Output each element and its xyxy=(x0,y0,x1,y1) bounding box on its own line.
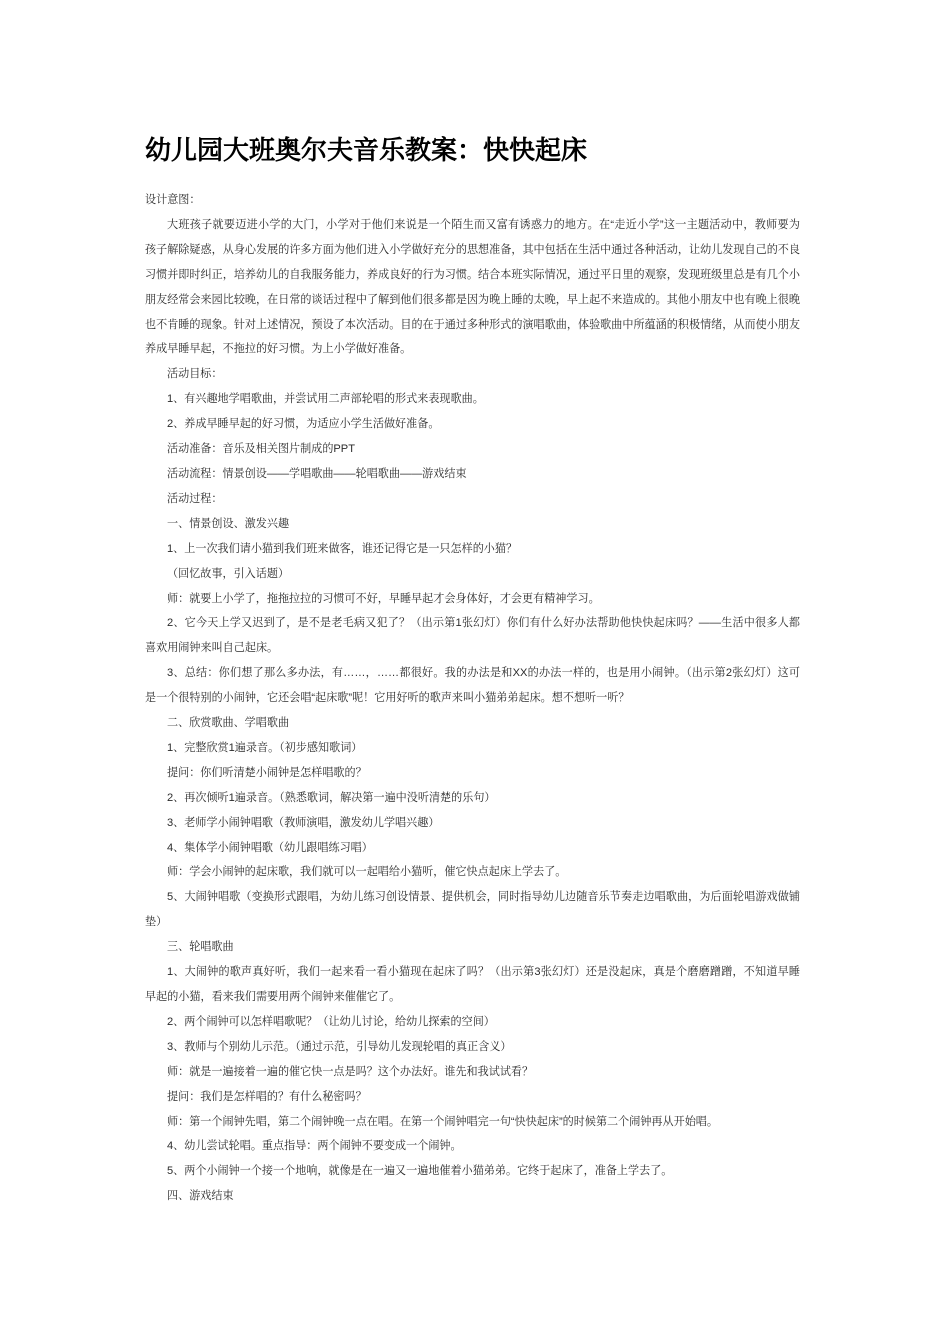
section-heading-2 xyxy=(145,711,800,736)
step-item xyxy=(145,1134,800,1159)
step-item xyxy=(145,885,800,935)
goal-item-1 xyxy=(145,387,800,412)
section-heading-1 xyxy=(145,512,800,537)
text-line: 活动流程：情景创设——学唱歌曲——轮唱歌曲——游戏结束 xyxy=(167,467,467,480)
step-item xyxy=(145,1159,800,1184)
text-line: 2、养成早睡早起的好习惯，为适应小学生活做好准备。 xyxy=(167,418,440,431)
text-line: 2、再次倾听1遍录音。（熟悉歌词，解决第一遍中没听清楚的乐句） xyxy=(167,791,496,804)
step-item xyxy=(145,1010,800,1035)
text-line: 养成早睡早起，不拖拉的好习惯。为上小学做好准备。 xyxy=(145,343,412,356)
step-item xyxy=(145,786,800,811)
text-line: 3、老师学小闹钟唱歌（教师演唱，激发幼儿学唱兴趣） xyxy=(167,816,440,829)
text-line: 活动目标： xyxy=(167,368,223,381)
text-line: 提问：你们听清楚小闹钟是怎样唱歌的？ xyxy=(167,766,367,779)
step-item xyxy=(145,811,800,836)
preparation-line xyxy=(145,437,800,462)
design-intent-label xyxy=(145,188,800,213)
process-label xyxy=(145,487,800,512)
text-line: 1、有兴趣地学唱歌曲，并尝试用二声部轮唱的形式来表现歌曲。 xyxy=(167,393,484,406)
text-line: 4、集体学小闹钟唱歌（幼儿跟唱练习唱） xyxy=(167,841,373,854)
text-line: 师：第一个闹钟先唱，第二个闹钟晚一点在唱。在第一个闹钟唱完一句“快快起床”的时候第二个闹钟再从开始唱。 xyxy=(167,1115,718,1128)
step-note xyxy=(145,562,800,587)
text-line: 习惯并即时纠正，培养幼儿的自我服务能力，养成良好的行为习惯。结合本班实际情况，通过平日里的观察，发现班级里总是有几个小 xyxy=(145,268,800,281)
text-line: 2、两个闹钟可以怎样唱歌呢？（让幼儿讨论，给幼儿探索的空间） xyxy=(167,1015,495,1028)
step-item xyxy=(145,736,800,761)
text-line: 师：学会小闹钟的起床歌，我们就可以一起唱给小猫听，催它快点起床上学去了。 xyxy=(167,866,567,879)
section-heading-4 xyxy=(145,1184,800,1209)
step-item xyxy=(145,960,800,1010)
text-line: 4、幼儿尝试轮唱。重点指导：两个闹钟不要变成一个闹钟。 xyxy=(167,1140,462,1153)
text-line: 是一个很特别的小闹钟，它还会唱“起床歌”呢！它用好听的歌声来叫小猫弟弟起床。想不想听一听？ xyxy=(145,692,630,705)
text-line: 喜欢用闹钟来叫自己起床。 xyxy=(145,642,279,655)
text-line: 1、上一次我们请小猫到我们班来做客，谁还记得它是一只怎样的小猫？ xyxy=(167,542,518,555)
step-item xyxy=(145,661,800,711)
text-line: （回忆故事，引入话题） xyxy=(167,567,290,580)
text-line: 孩子解除疑惑，从身心发展的许多方面为他们进入小学做好充分的思想准备，其中包括在生活中通过各种活动，让幼儿发现自己的不良 xyxy=(145,243,800,256)
text-line: 也不肯睡的现象。针对上述情况，预设了本次活动。目的在于通过多种形式的演唱歌曲，体验歌曲中所蕴涵的积极情绪，从而使小朋友 xyxy=(145,318,800,331)
step-item xyxy=(145,1035,800,1060)
page-title: 幼儿园大班奥尔夫音乐教案：快快起床 xyxy=(145,135,588,165)
text-line: 三、轮唱歌曲 xyxy=(167,941,234,954)
text-line: 四、游戏结束 xyxy=(167,1190,234,1203)
text-line: 设计意图： xyxy=(145,194,201,206)
text-line: 3、教师与个别幼儿示范。（通过示范，引导幼儿发现轮唱的真正含义） xyxy=(167,1040,512,1053)
text-line: 2、它今天上学又迟到了，是不是老毛病又犯了？（出示第1张幻灯）你们有什么好办法帮助他快快起床吗？——生活中很多人都 xyxy=(167,617,800,630)
text-line: 早起的小猫，看来我们需要用两个闹钟来催催它了。 xyxy=(145,991,401,1003)
step-item xyxy=(145,611,800,661)
text-line: 提问：我们是怎样唱的？有什么秘密吗？ xyxy=(167,1090,367,1103)
text-line: 二、欣赏歌曲、学唱歌曲 xyxy=(167,717,290,730)
step-item xyxy=(145,836,800,861)
goal-item-2 xyxy=(145,412,800,437)
text-line: 大班孩子就要迈进小学的大门，小学对于他们来说是一个陌生而又富有诱惑力的地方。在“走近小学”这一主题活动中，教师要为 xyxy=(167,218,800,231)
question-line xyxy=(145,1085,800,1110)
document-body xyxy=(145,188,800,1209)
text-line: 1、大闹钟的歌声真好听，我们一起来看一看小猫现在起床了吗？（出示第3张幻灯）还是没起床，真是个磨磨蹭蹭，不知道早睡 xyxy=(167,966,800,979)
teacher-line xyxy=(145,1110,800,1135)
teacher-line xyxy=(145,1060,800,1085)
teacher-line xyxy=(145,587,800,612)
text-line: 1、完整欣赏1遍录音。（初步感知歌词） xyxy=(167,741,363,754)
teacher-line xyxy=(145,860,800,885)
text-line: 3、总结：你们想了那么多办法，有……，……都很好。我的办法是和XX的办法一样的，也是用小闹钟。（出示第2张幻灯）这可 xyxy=(167,667,800,680)
text-line: 5、大闹钟唱歌（变换形式跟唱，为幼儿练习创设情景、提供机会，同时指导幼儿边随音乐节奏走边唱歌曲，为后面轮唱游戏做铺 xyxy=(167,891,800,904)
goals-label xyxy=(145,362,800,387)
text-line: 垫） xyxy=(145,916,168,929)
flow-line xyxy=(145,462,800,487)
question-line xyxy=(145,761,800,786)
text-line: 一、情景创设、激发兴趣 xyxy=(167,517,290,530)
step-item xyxy=(145,537,800,562)
text-line: 朋友经常会来园比较晚，在日常的谈话过程中了解到他们很多都是因为晚上睡的太晚，早上起不来造成的。其他小朋友中也有晚上很晚 xyxy=(145,293,800,306)
text-line: 5、两个小闹钟一个接一个地响，就像是在一遍又一遍地催着小猫弟弟。它终于起床了，准备上学去了。 xyxy=(167,1165,673,1178)
text-line: 师：就要上小学了，拖拖拉拉的习惯可不好，早睡早起才会身体好，才会更有精神学习。 xyxy=(167,592,600,605)
design-intent-paragraph xyxy=(145,213,800,362)
text-line: 活动过程： xyxy=(167,492,223,505)
section-heading-3 xyxy=(145,935,800,960)
text-line: 活动准备：音乐及相关图片制成的PPT xyxy=(167,443,355,456)
text-line: 师：就是一遍接着一遍的催它快一点是吗？这个办法好。谁先和我试试看？ xyxy=(167,1065,534,1078)
